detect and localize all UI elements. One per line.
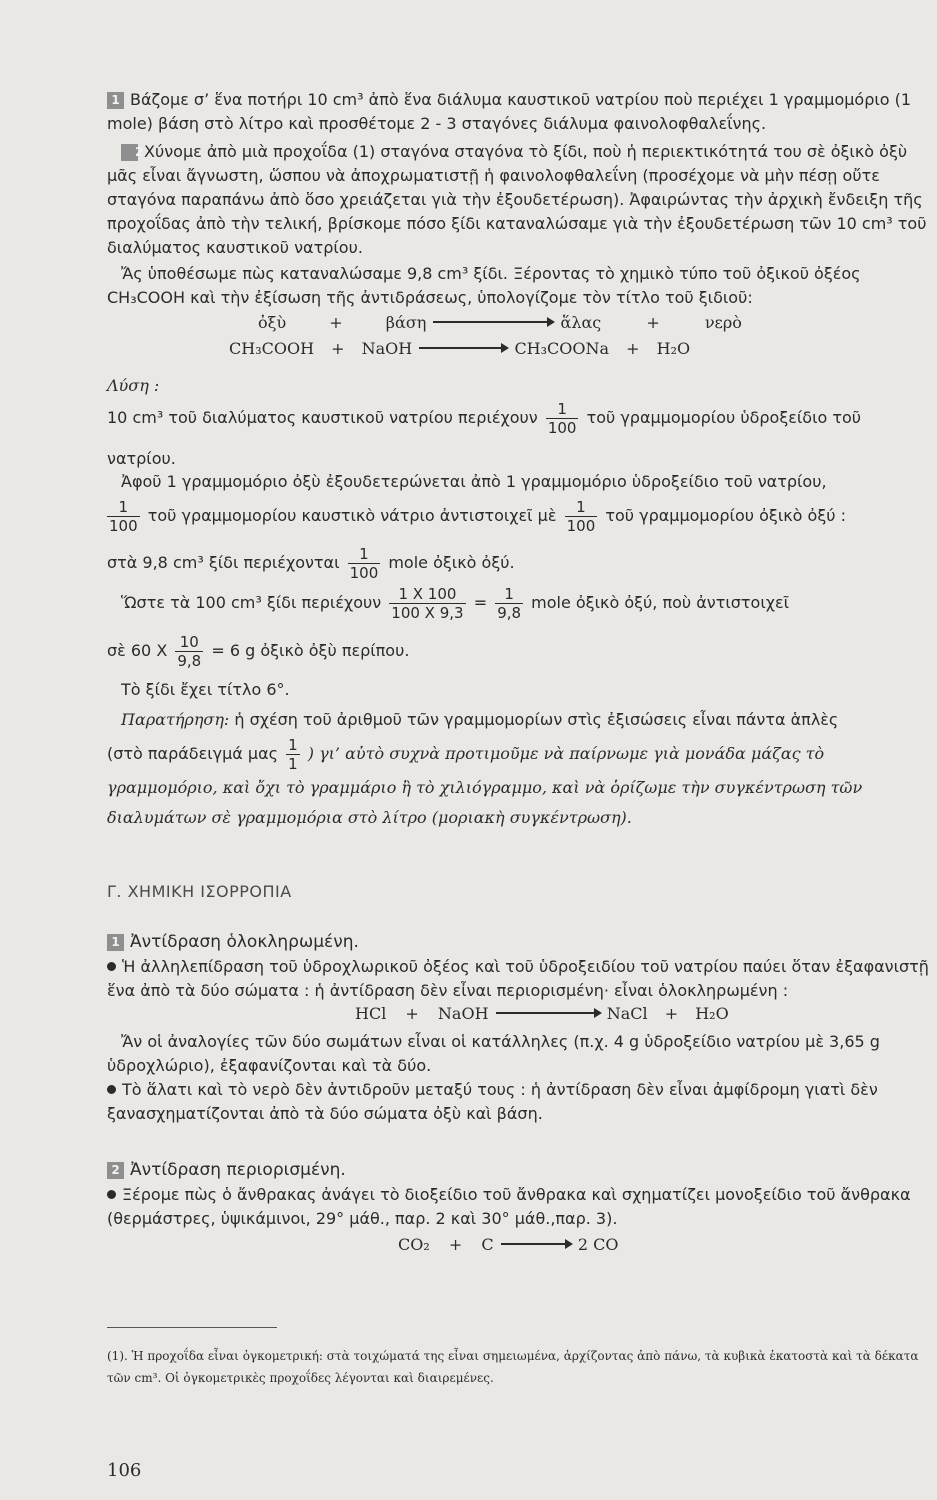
subsection-1-paragraph-2: Ἄν οἱ ἀναλογίες τῶν δύο σωμάτων εἶναι οἱ κατάλληλες (π.χ. 4 g ὑδροξείδιο νατρίου μὲ 3,65 g ὑδροχλώριο), ἐξαφανίζονται καὶ τὰ δύο. bbox=[107, 1032, 880, 1075]
paragraph-assumption bbox=[107, 262, 932, 310]
subsection-2-paragraph-1: Ξέρομε πὼς ὁ ἄνθρακας ἀνάγει τὸ διοξείδιο τοῦ ἄνθρακα καὶ σχηματίζει μονοξείδιο τοῦ ἄνθρακα (θερμάστρες, ὑψικάμινοι, 29° μάθ., παρ. 2 καὶ 30° μάθ.,παρ. 3). bbox=[107, 1185, 911, 1228]
fraction: $\frac{1}{100}$ bbox=[109, 498, 138, 535]
solution-result: Τὸ ξίδι ἔχει τίτλο 6°. bbox=[121, 680, 290, 699]
step-1-text: Βάζομε σ’ ἕνα ποτήρι 10 cm³ ἀπὸ ἕνα διάλυμα καυστικοῦ νατρίου ποὺ περιέχει 1 γραμμομόριο (1 mole) βάση στὸ λίτρο καὶ προσθέτομε 2 - 3 σταγόνες διάλυμα φαινολοφθαλεΐνης. bbox=[107, 90, 912, 133]
fraction: $\frac{1}{1}$ bbox=[288, 736, 298, 773]
subsection-2-title: 2 Ἀντίδραση περιορισμένη. bbox=[107, 1158, 932, 1182]
step-badge-1: 1 bbox=[107, 92, 124, 109]
equation-words: ὀξὺ + βάση ἅλας + νερὸ bbox=[258, 313, 742, 332]
reaction-arrow bbox=[433, 321, 553, 323]
reaction-arrow bbox=[501, 1243, 571, 1245]
step-badge-2: 2 bbox=[121, 144, 138, 161]
solution-label: Λύση : bbox=[107, 376, 160, 395]
remark-label: Παρατήρηση: bbox=[121, 710, 230, 729]
subsection-badge-2: 2 bbox=[107, 1162, 124, 1179]
paragraph-step-2 bbox=[107, 140, 932, 260]
fraction: $\frac{10}{9,8}$ bbox=[177, 633, 202, 670]
subsection-1-paragraph-1: Ἡ ἀλληλεπίδραση τοῦ ὑδροχλωρικοῦ ὀξέος καὶ τοῦ ὑδροξειδίου τοῦ νατρίου παύει ὅταν ἐξαφανιστῇ ἕνα ἀπὸ τὰ δύο σώματα : ἡ ἀντίδραση δὲν εἶναι περιορισμένη· εἶναι ὁλοκληρωμένη : bbox=[107, 957, 929, 1000]
equation-hcl-naoh: HCl + NaOH NaCl + H₂O bbox=[355, 1004, 729, 1023]
fraction: $\frac{1}{9,8}$ bbox=[497, 585, 522, 622]
bullet-icon bbox=[107, 1085, 116, 1094]
bullet-icon bbox=[107, 962, 116, 971]
reaction-arrow bbox=[496, 1012, 600, 1014]
paragraph-step-1 bbox=[107, 88, 932, 136]
solution-line-4: στὰ 9,8 cm³ ξίδι περιέχονται $\frac{1}{100}$ mole ὀξικὸ ὀξύ. bbox=[107, 545, 515, 582]
fraction: $\frac{1 X 100}{100 X 9,3}$ bbox=[391, 585, 464, 622]
assumption-text: Ἄς ὑποθέσωμε πὼς καταναλώσαμε 9,8 cm³ ξίδι. Ξέροντας τὸ χημικὸ τύπο τοῦ ὀξικοῦ ὀξέος CH₃COOH καὶ τὴν ἐξίσωση τῆς ἀντιδράσεως, ὑπολογίζομε τὸν τίτλο τοῦ ξιδιοῦ: bbox=[107, 264, 861, 307]
subsection-1-paragraph-3: Τὸ ἅλατι καὶ τὸ νερὸ δὲν ἀντιδροῦν μεταξύ τους : ἡ ἀντίδραση δὲν εἶναι ἀμφίδρομη γιατὶ δὲν ξανασχηματίζονται ἀπὸ τὰ δύο σώματα ὀξὺ καὶ βάση. bbox=[107, 1080, 878, 1123]
fraction: $\frac{1}{100}$ bbox=[547, 400, 577, 437]
fraction: $\frac{1}{100}$ bbox=[349, 545, 379, 582]
fraction: $\frac{1}{100}$ bbox=[566, 498, 596, 535]
section-heading: Γ. ΧΗΜΙΚΗ ΙΣΟΡΡΟΠΙΑ bbox=[107, 882, 292, 901]
remark: Παρατήρηση: ἡ σχέση τοῦ ἀριθμοῦ τῶν γραμμομορίων στὶς ἐξισώσεις εἶναι πάντα ἁπλὲς bbox=[121, 710, 839, 729]
subsection-badge-1: 1 bbox=[107, 934, 124, 951]
footnote: (1). Ἡ προχοΐδα εἶναι ὀγκομετρική: στὰ τοιχώματά της εἶναι σημειωμένα, ἀρχίζοντας ἀπὸ πάνω, τὰ κυβικὰ ἑκατοστὰ καὶ τὰ δέκατα τῶν cm³. Οἱ ὀγκομετρικὲς προχοΐδες λέγονται καὶ διαιρεμένες. bbox=[107, 1349, 919, 1385]
solution-line-5: Ὥστε τὰ 100 cm³ ξίδι περιέχουν $\frac{1 X 100}{100 X 9,3}$ = $\frac{1}{9,8}$ mole ὀξικὸ ὀξύ, ποὺ ἀντιστοιχεῖ bbox=[121, 585, 790, 622]
solution-line-6: σὲ 60 X $\frac{10}{9,8}$ = 6 g ὀξικὸ ὀξὺ περίπου. bbox=[107, 633, 410, 670]
footnote-divider bbox=[107, 1327, 277, 1328]
solution-line-1b: νατρίου. bbox=[107, 449, 176, 468]
step-2-text: Χύνομε ἀπὸ μιὰ προχοΐδα (1) σταγόνα σταγόνα τὸ ξίδι, ποὺ ἡ περιεκτικότητά του σὲ ὀξικὸ ὀξὺ μᾶς εἶναι ἄγνωστη, ὥσπου νὰ ἀποχρωματιστῇ ἡ φαινολοφθαλεΐνη (προσέχομε νὰ μὴν πέσῃ οὔτε σταγόνα παραπάνω ἀπὸ ὅσο χρειάζεται γιὰ τὴν ἐξουδετέρωση). Ἀφαιρώντας τὴν ἀρχικὴ ἔνδειξη τῆς προχοΐδας ἀπὸ τὴν τελική, βρίσκομε πόσο ξίδι καταναλώσαμε γιὰ τὴν ἐξουδετέρωση τῶν 10 cm³ τοῦ διαλύματος καυστικοῦ νατρίου. bbox=[107, 142, 927, 257]
page-number: 106 bbox=[107, 1460, 142, 1481]
equation-co2-c: CO₂ + C 2 CO bbox=[398, 1235, 619, 1254]
solution-line-3: $\frac{1}{100}$ τοῦ γραμμομορίου καυστικὸ νάτριο ἀντιστοιχεῖ μὲ $\frac{1}{100}$ τοῦ γραμμομορίου ὀξικὸ ὀξύ : bbox=[109, 498, 846, 535]
remark-continued: (στὸ παράδειγμά μας $\frac{1}{1}$ ) γι’ αὐτὸ συχνὰ προτιμοῦμε νὰ παίρνωμε γιὰ μονάδα μάζας τὸ γραμμομόριο, καὶ ὄχι τὸ γραμμάριο ἢ τὸ χιλιόγραμμο, καὶ νὰ ὁρίζωμε τὴν συγκέντρωση τῶν διαλυμάτων σὲ γραμμομόρια στὸ λίτρο (μοριακὴ συγκέντρωση). bbox=[107, 736, 863, 827]
solution-line-1: 10 cm³ τοῦ διαλύματος καυστικοῦ νατρίου περιέχουν $\frac{1}{100}$ τοῦ γραμμομορίου ὑδροξείδιο τοῦ bbox=[107, 400, 862, 437]
subsection-1-title: 1 Ἀντίδραση ὁλοκληρωμένη. bbox=[107, 930, 932, 954]
bullet-icon bbox=[107, 1190, 116, 1199]
equation-chemical: CH₃COOH + NaOH CH₃COONa + H₂O bbox=[229, 339, 691, 358]
reaction-arrow bbox=[419, 347, 507, 349]
solution-line-2: Ἀφοῦ 1 γραμμομόριο ὀξὺ ἐξουδετερώνεται ἀπὸ 1 γραμμομόριο ὑδροξείδιο τοῦ νατρίου, bbox=[121, 472, 827, 491]
